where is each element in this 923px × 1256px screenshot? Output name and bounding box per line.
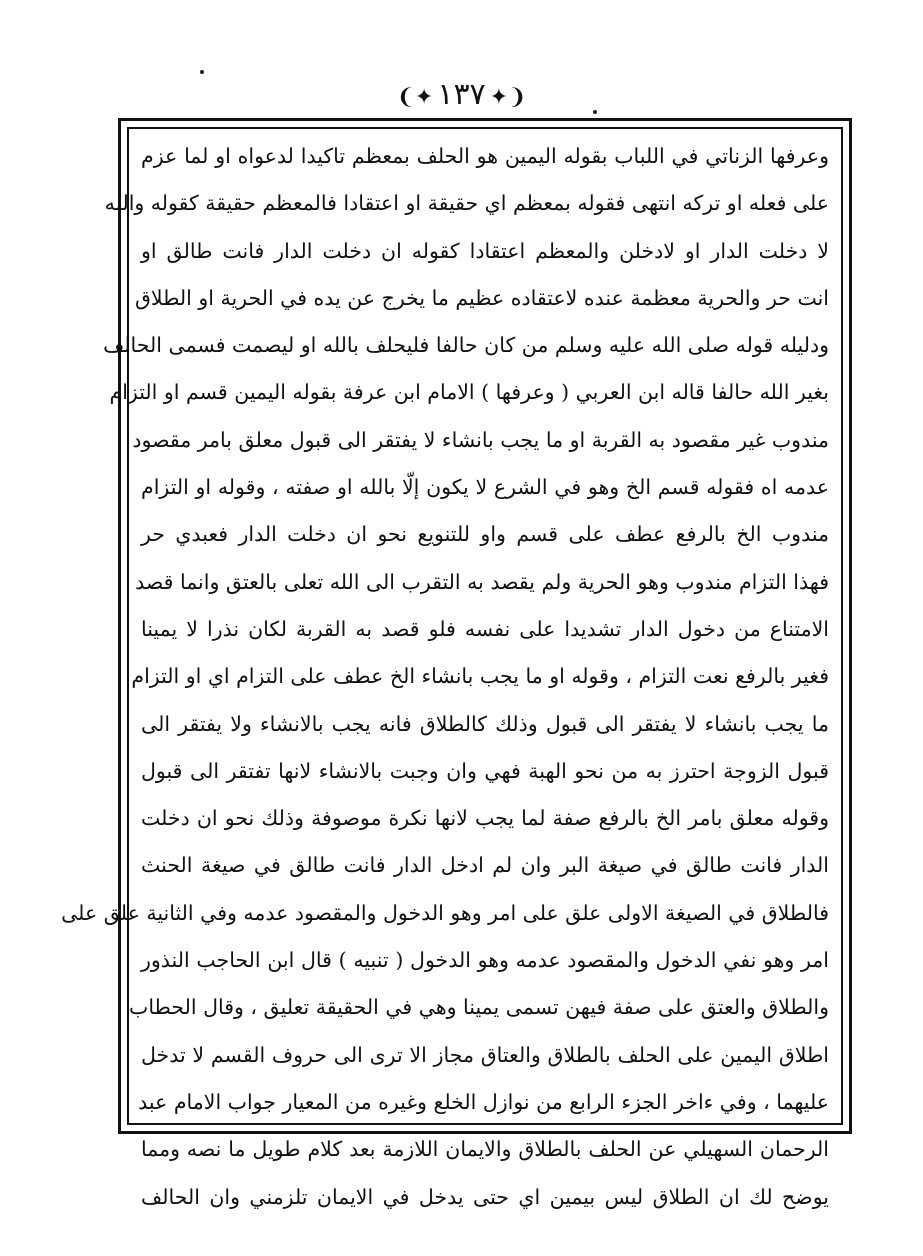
ornament-left-icon: ❨✦: [489, 85, 527, 110]
text-line: لا دخلت الدار او لادخلن والمعظم اعتقادا كقوله ان دخلت الدار فانت طالق او: [141, 238, 829, 263]
page-border-inner: [61, 127, 843, 1209]
text-line: مندوب غير مقصود به القربة او ما يجب بانشاء لا يفتقر الى قبول معلق بامر مقصود: [132, 427, 829, 452]
text-line: عدمه اه فقوله قسم الخ وهو في الشرع لا يكون إلّا بالله او صفته ، وقوله او التزام: [141, 475, 829, 500]
text-line: فالطلاق في الصيغة الاولى علق على امر وهو الدخول والمقصود عدمه وفي الثانية علق على: [61, 900, 829, 925]
text-line: وقوله معلق بامر الخ بالرفع صفة لما يجب لانها نكرة موصوفة وذلك نحو ان دخلت: [141, 806, 829, 831]
text-line: ودليله قوله صلى الله عليه وسلم من كان حالفا فليحلف بالله او ليصمت فسمى الحالف: [103, 333, 829, 358]
text-line: بغير الله حالفا قاله ابن العربي ( وعرفها ) الامام ابن عرفة بقوله اليمين قسم او التزام: [109, 380, 829, 405]
text-line: فغير بالرفع نعت التزام ، وقوله او ما يجب بانشاء الخ عطف على التزام اي او التزام: [131, 664, 829, 689]
text-line: اطلاق اليمين على الحلف بالطلاق والعتاق مجاز الا ترى الى حروف القسم لا تدخل: [141, 1042, 829, 1067]
text-line: يوضح لك ان الطلاق ليس بيمين اي حتى يدخل في الايمان تلزمني وان الحالف: [141, 1184, 829, 1209]
text-line: انت حر والحرية معظمة عنده لاعتقاده عظيم ما يخرج عن يده في الحرية او الطلاق: [134, 285, 829, 310]
text-line: الرحمان السهيلي عن الحلف بالطلاق والايمان اللازمة بعد كلام طويل ما نصه ومما: [141, 1137, 829, 1162]
ornament-right-icon: ✦❩: [396, 85, 434, 110]
text-line: مندوب الخ بالرفع عطف على قسم واو للتنويع نحو ان دخلت الدار فعبدي حر: [141, 522, 829, 547]
text-line: والطلاق والعتق على صفة فيهن تسمى يمينا وهي في الحقيقة تعليق ، وقال الحطاب: [129, 995, 829, 1020]
text-body: [61, 133, 829, 1221]
page-number: ١٣٧: [437, 77, 486, 112]
text-line: الامتناع من دخول الدار تشديدا على نفسه فلو قصد به القربة لكان نذرا لا يمينا: [141, 616, 829, 641]
text-line: وعرفها الزناتي في اللباب بقوله اليمين هو الحلف بمعظم تاكيدا لدعواه او لما عزم: [141, 144, 829, 168]
text-line: ما يجب بانشاء لا يفتقر الى قبول وذلك كالطلاق فانه يجب بالانشاء ولا يفتقر الى: [141, 711, 829, 736]
page-number-header: [0, 70, 923, 123]
text-line: امر وهو نفي الدخول والمقصود عدمه وهو الدخول ( تنبيه ) قال ابن الحاجب النذور: [141, 948, 829, 973]
text-line: الدار فانت طالق في صيغة البر وان لم ادخل الدار فانت طالق في صيغة الحنث: [141, 853, 829, 878]
text-line: على فعله او تركه انتهى فقوله بمعظم اي حقيقة او اعتقادا فالمعظم حقيقة كقوله والله: [104, 191, 829, 216]
text-line: عليهما ، وفي ءاخر الجزء الرابع من نوازل الخلع وغيره من المعيار جواب الامام عبد: [138, 1089, 829, 1114]
page-border-outer: [61, 118, 852, 1209]
text-line: فهذا التزام مندوب وهو الحرية ولم يقصد به التقرب الى الله تعلى بالعتق وانما قصد: [135, 569, 829, 594]
text-line: قبول الزوجة احترز به من نحو الهبة فهي وان وجبت بالانشاء لانها تفتقر الى قبول: [141, 758, 829, 783]
